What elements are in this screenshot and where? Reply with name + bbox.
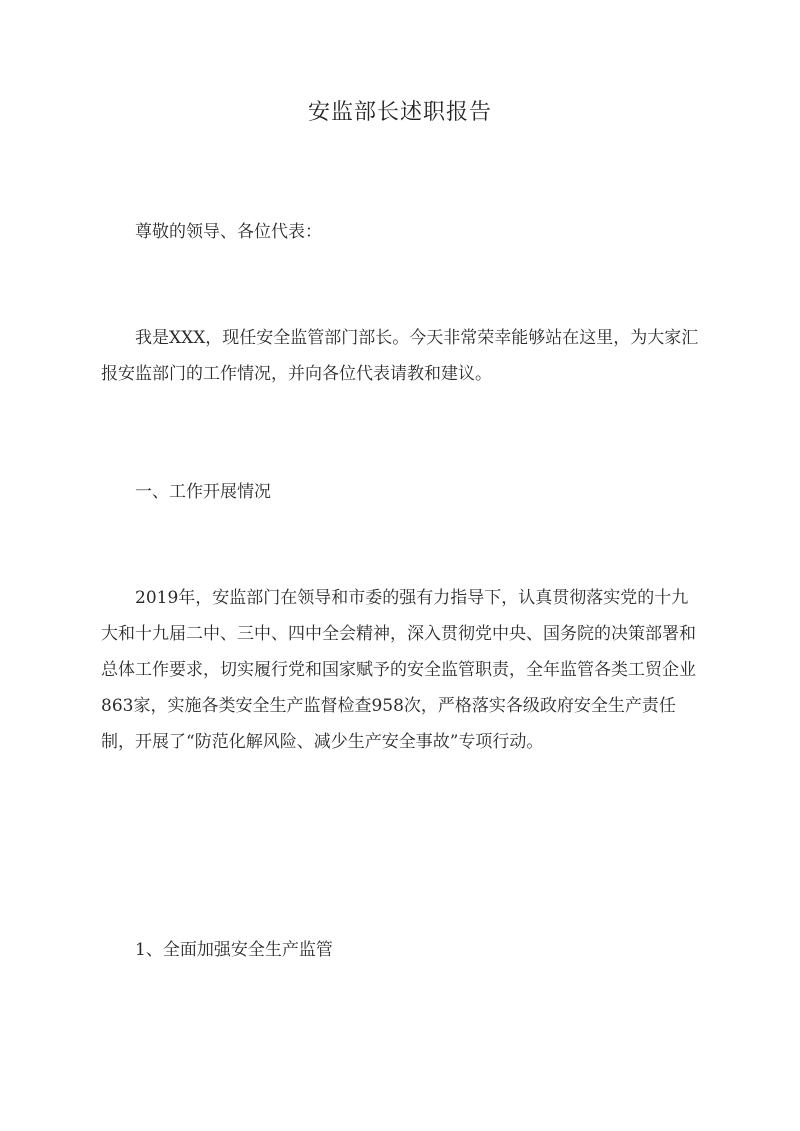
subsection-heading-supervision: 1、全面加强安全生产监管 <box>135 940 333 960</box>
salutation-paragraph: 尊敬的领导、各位代表： <box>135 222 322 242</box>
work-summary-paragraph: 2019年，安监部门在领导和市委的强有力指导下，认真贯彻落实党的十九大和十九届二中、三中、四中全会精神，深入贯彻党中央、国务院的决策部署和总体工作要求，切实履行党和国家赋予的安全监管职责，全年监管各类工贸企业863家，实施各类安全生产监督检查958次，严格落实各级政府安全生产责任制，开展了“防范化解风险、减少生产安全事故”专项行动。 <box>101 588 696 752</box>
document-title: 安监部长述职报告 <box>307 100 492 125</box>
section-heading-work-status: 一、工作开展情况 <box>135 482 271 502</box>
intro-paragraph: 我是XXX，现任安全监管部门部长。今天非常荣幸能够站在这里，为大家汇报安监部门的工作情况，并向各位代表请教和建议。 <box>101 328 699 384</box>
